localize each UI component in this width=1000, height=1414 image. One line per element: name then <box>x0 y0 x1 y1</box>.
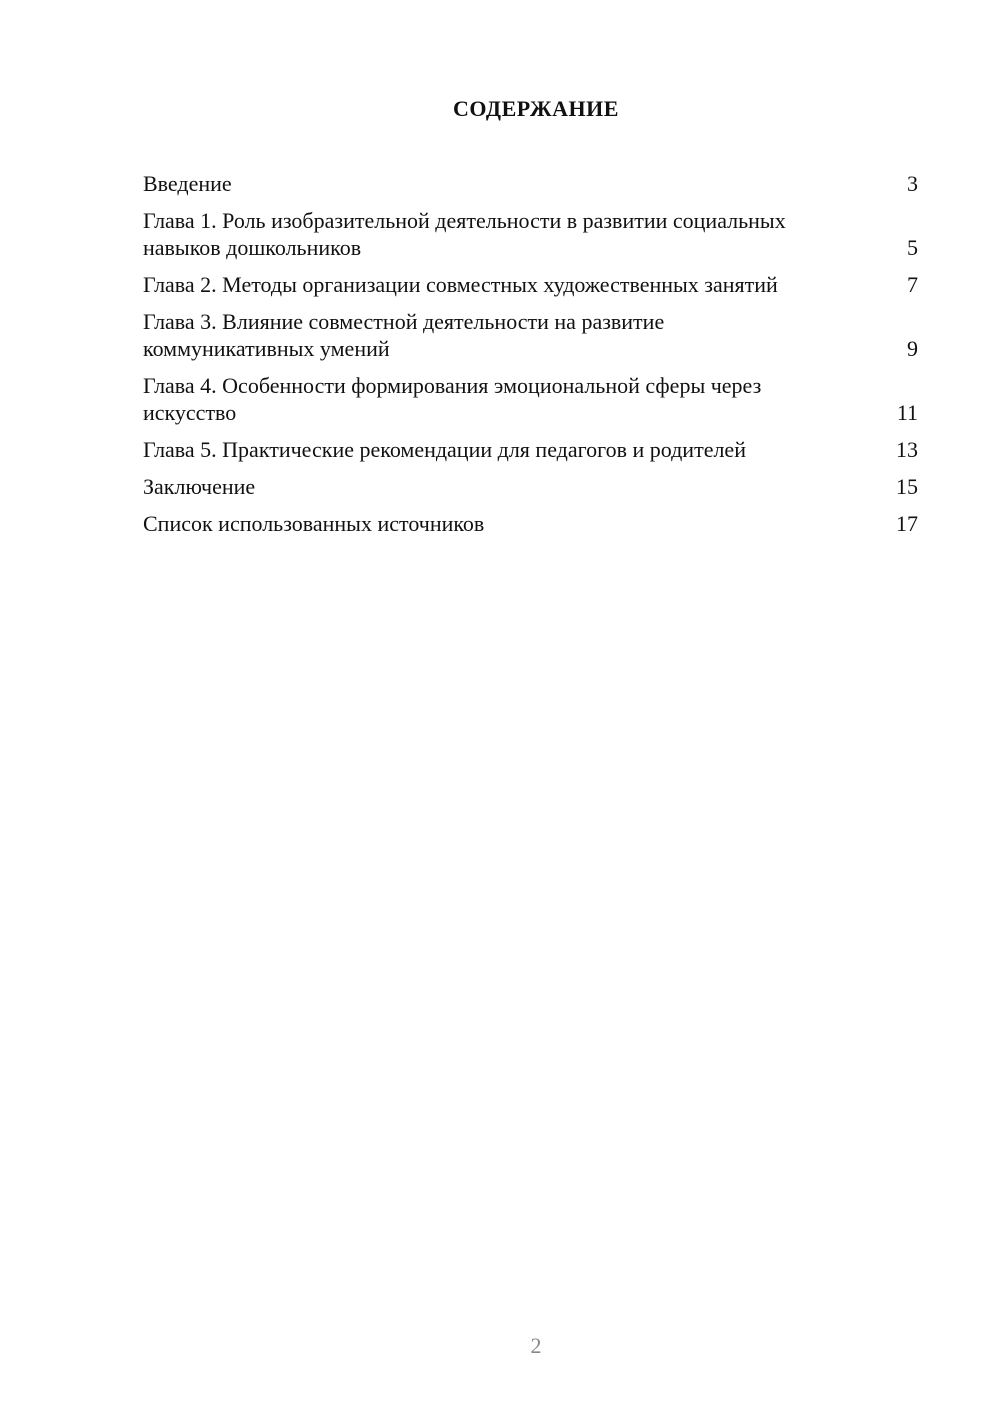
toc-entry-title: Глава 3. Влияние совместной деятельности на развитие коммуникативных умений <box>143 309 665 361</box>
toc-entry-page: 15 <box>896 474 918 499</box>
toc-entry-title: Заключение <box>143 474 256 499</box>
page-title: СОДЕРЖАНИЕ <box>453 96 619 121</box>
toc-entry-chapter-4 <box>143 372 918 426</box>
toc-entry-page: 3 <box>907 171 918 196</box>
toc-entry-page: 11 <box>896 400 918 425</box>
toc-entry-introduction <box>143 170 918 197</box>
toc-entry-page: 13 <box>896 437 918 462</box>
toc-entry-page: 9 <box>907 336 918 361</box>
toc-entry-title: Глава 2. Методы организации совместных художественных занятий <box>143 272 778 297</box>
toc-entry-title: Глава 1. Роль изобразительной деятельности в развитии социальных навыков дошкольников <box>143 208 786 260</box>
table-of-contents <box>143 170 918 547</box>
toc-entry-title: Глава 4. Особенности формирования эмоциональной сферы через искусство <box>143 373 762 425</box>
toc-entry-references <box>143 510 918 537</box>
toc-entry-title: Введение <box>143 171 232 196</box>
toc-entry-conclusion <box>143 473 918 500</box>
toc-entry-chapter-5 <box>143 436 918 463</box>
toc-entry-page: 17 <box>896 511 918 536</box>
toc-entry-page: 7 <box>907 272 918 297</box>
toc-entry-chapter-2 <box>143 271 918 298</box>
toc-entry-page: 5 <box>907 235 918 260</box>
page-number: 2 <box>530 1333 542 1358</box>
toc-entry-title: Список использованных источников <box>143 511 485 536</box>
toc-entry-title: Глава 5. Практические рекомендации для педагогов и родителей <box>143 437 746 462</box>
toc-entry-chapter-3 <box>143 308 918 362</box>
toc-entry-chapter-1 <box>143 207 918 261</box>
